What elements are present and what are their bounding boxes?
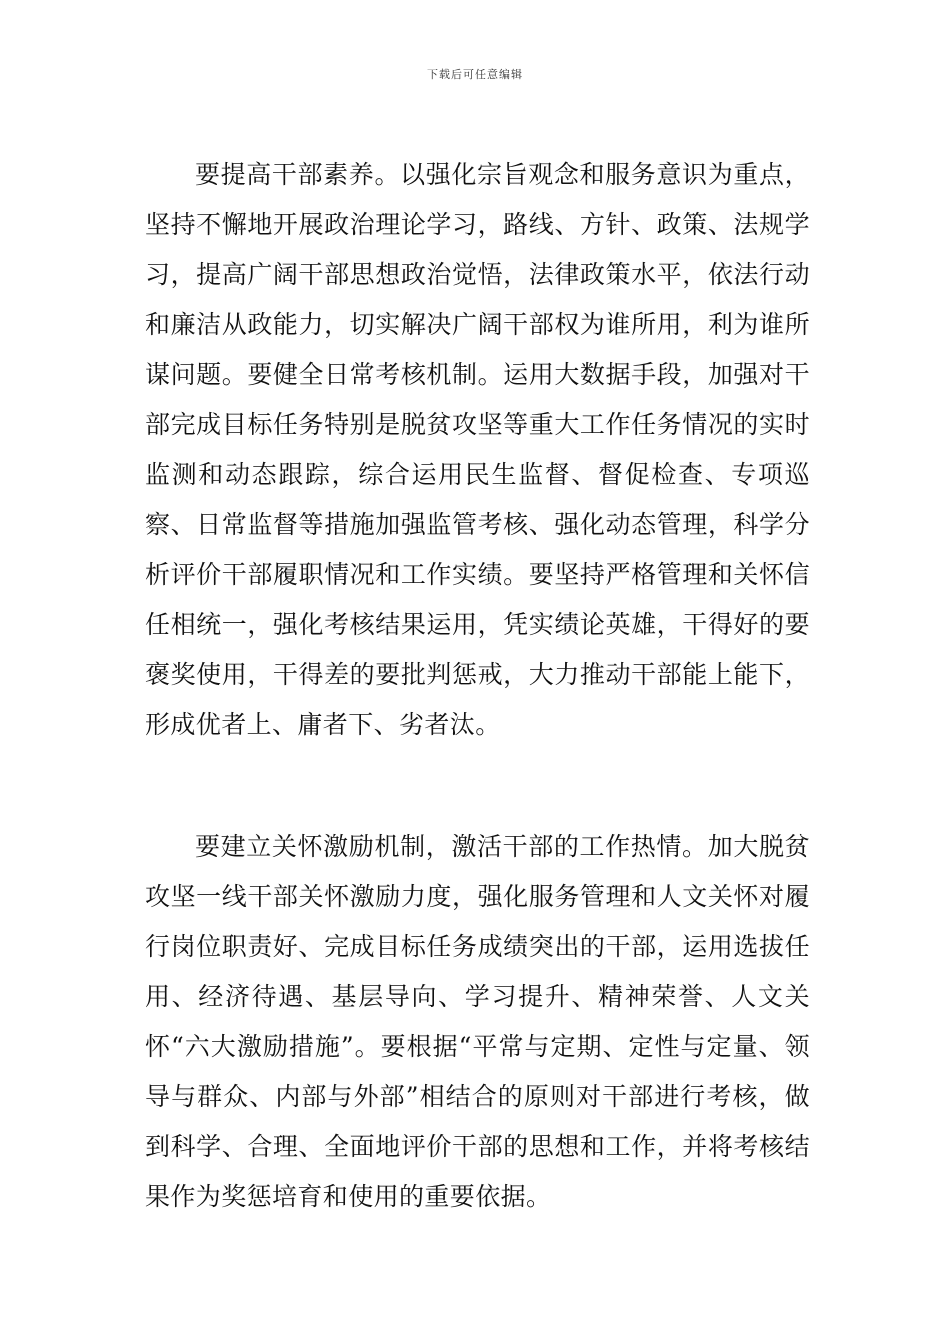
body-paragraph-2: 要建立关怀激励机制，激活干部的工作热情。加大脱贫攻坚一线干部关怀激励力度，强化服务管理和人文关怀对履行岗位职责好、完成目标任务成绩突出的干部，运用选拔任用、经济待遇、基层导向、学习提升、精神荣誉、人文关怀“六大激励措施”。要根据“平常与定期、定性与定量、领导与群众、内部与外部”相结合的原则对干部进行考核，做到科学、合理、全面地评价干部的思想和工作，并将考核结果作为奖惩培育和使用的重要依据。 <box>145 832 810 1211</box>
body-paragraph-1: 要提高干部素养。以强化宗旨观念和服务意识为重点，坚持不懈地开展政治理论学习，路线、方针、政策、法规学习，提高广阔干部思想政治觉悟，法律政策水平，依法行动和廉洁从政能力，切实解决广阔干部权为谁所用，利为谁所谋问题。要健全日常考核机制。运用大数据手段，加强对干部完成目标任务特别是脱贫攻坚等重大工作任务情况的实时监测和动态跟踪，综合运用民生监督、督促检查、专项巡察、日常监督等措施加强监管考核、强化动态管理，科学分析评价干部履职情况和工作实绩。要坚持严格管理和关怀信任相统一，强化考核结果运用，凭实绩论英雄，干得好的要褒奖使用，干得差的要批判惩戒，大力推动干部能上能下，形成优者上、庸者下、劣者汰。 <box>145 160 810 739</box>
header-note: 下载后可任意编辑 <box>427 68 523 81</box>
